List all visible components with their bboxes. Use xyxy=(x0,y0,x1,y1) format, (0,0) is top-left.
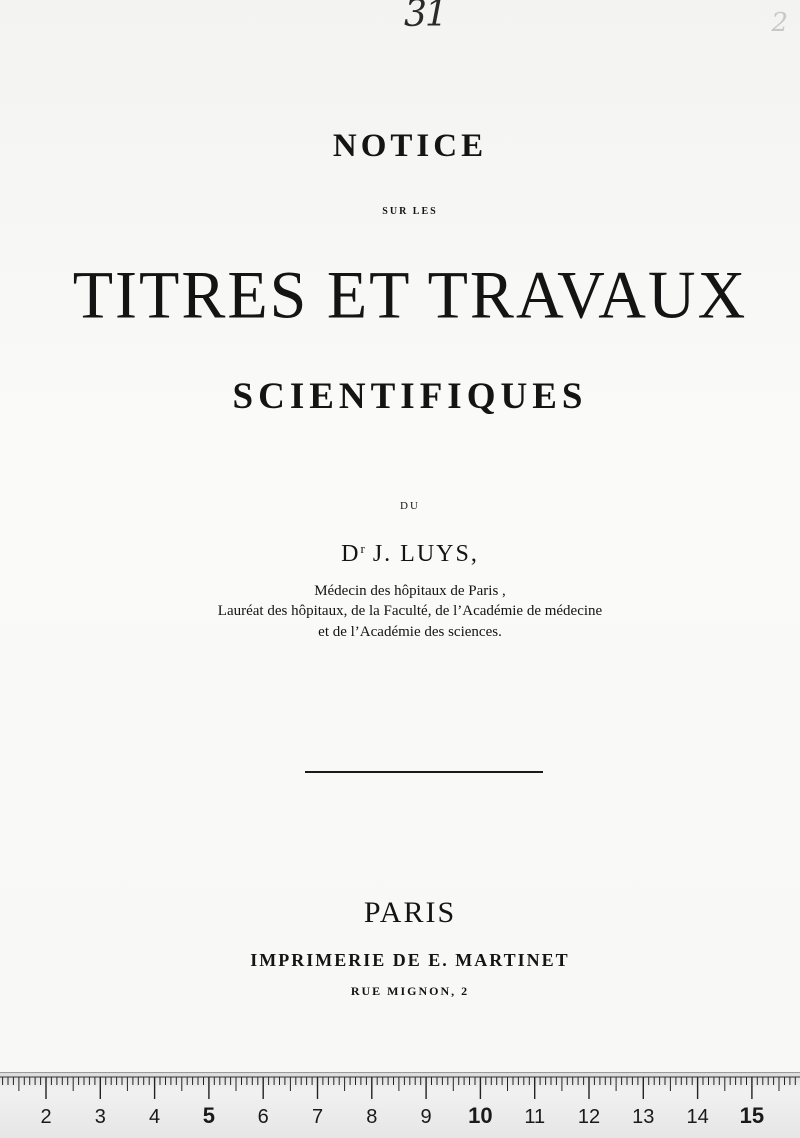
measuring-ruler xyxy=(0,1072,800,1138)
ruler-number: 14 xyxy=(686,1106,709,1128)
ruler-number: 9 xyxy=(420,1106,432,1128)
ruler-number: 11 xyxy=(524,1106,546,1128)
ruler-number: 2 xyxy=(40,1106,52,1128)
credential-line: Lauréat des hôpitaux, de la Faculté, de l’Académie de médecine xyxy=(217,603,603,619)
ruler-number: 15 xyxy=(739,1103,765,1128)
author-prefix-superscript: r xyxy=(360,541,365,556)
ruler-number: 10 xyxy=(468,1103,493,1128)
ruler-number: 5 xyxy=(202,1103,216,1128)
ruler-number: 12 xyxy=(577,1106,601,1128)
sur-les-text: SUR LES xyxy=(382,206,438,217)
corner-mark: 2 xyxy=(771,8,788,38)
ruler-number: 7 xyxy=(311,1106,324,1128)
folio-number: 31 xyxy=(404,0,446,35)
notice-heading: NOTICE xyxy=(332,128,488,164)
credential-line: et de l’Académie des sciences. xyxy=(318,624,502,640)
author-line xyxy=(0,541,800,568)
ruler-number: 3 xyxy=(94,1106,106,1128)
printer-name: IMPRIMERIE DE E. MARTINET xyxy=(250,950,570,970)
main-title: TITRES ET TRAVAUX xyxy=(72,258,748,333)
subtitle: SCIENTIFIQUES xyxy=(232,376,588,417)
ruler-number: 6 xyxy=(257,1106,269,1128)
author-name: J. LUYS, xyxy=(364,541,479,567)
printer-address: RUE MIGNON, 2 xyxy=(350,984,470,998)
du-text: DU xyxy=(400,500,420,512)
ruler-number: 8 xyxy=(366,1106,378,1128)
ruler-number: 4 xyxy=(149,1106,161,1128)
credential-line: Médecin des hôpitaux de Paris , xyxy=(314,583,506,599)
author-prefix: D xyxy=(341,541,361,567)
ruler-scale xyxy=(0,1073,800,1138)
publication-city: PARIS xyxy=(363,896,457,929)
ruler-number: 13 xyxy=(632,1106,655,1128)
horizontal-rule xyxy=(305,771,543,773)
